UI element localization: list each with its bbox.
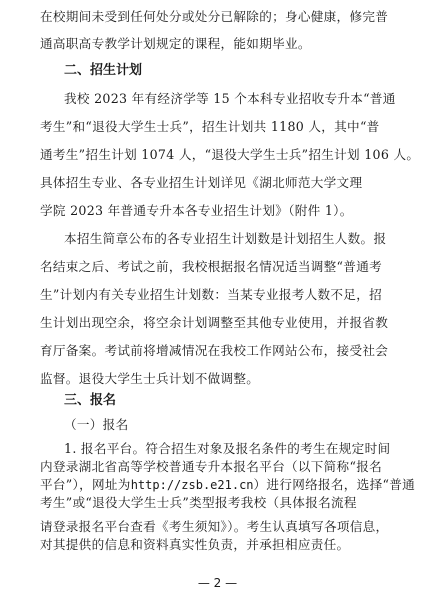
body-text-line: 生”计划内有关专业招生计划数：当某专业报考人数不足，招 (40, 287, 382, 302)
body-text-line: 请登录报名平台查看《考生须知》）。考生认真填写各项信息， (40, 519, 389, 534)
body-text-line: 监督。退役大学生士兵计划不做调整。 (40, 371, 260, 386)
body-text-line: 生计划出现空余，将空余计划调整至其他专业使用，并报省教 (40, 315, 389, 330)
body-text-fragment: ）进行网络报名，选择“普通 (253, 477, 415, 492)
body-text-line: 我校 2023 年有经济学等 15 个本科专业招收专升本“普通 (64, 91, 396, 106)
body-text-line: 1. 报名平台。符合招生对象及报名条件的考生在规定时间 (64, 441, 391, 456)
body-text-line: 考生”或“退役大学生士兵”类型报考我校（具体报名流程 (40, 495, 357, 510)
body-text-line: 通高职高专教学计划规定的课程，能如期毕业。 (40, 36, 311, 51)
body-text-line: 具体招生专业、各专业招生计划详见《湖北师范大学文理 (40, 175, 363, 190)
body-text-line: 内登录湖北省高等学校普通专升本报名平台（以下简称“报名 (40, 459, 382, 474)
section-heading-registration: 三、报名 (64, 393, 117, 408)
body-text-line: 考生”和“退役大学生士兵”，招生计划共 1180 人，其中“普 (40, 119, 380, 134)
page-number: — 2 — (197, 576, 238, 590)
body-text-line (40, 476, 415, 494)
subsection-heading-registration: （一）报名 (64, 417, 129, 432)
body-text-line: 学院 2023 年普通专升本各专业招生计划》（附件 1）。 (40, 203, 353, 218)
body-text-line: 对其提供的信息和资料真实性负责，并承担相应责任。 (40, 537, 350, 552)
body-text-line: 通考生”招生计划 1074 人，“退役大学生士兵”招生计划 106 人。 (40, 147, 420, 162)
section-heading-enrollment-plan: 二、招生计划 (64, 63, 143, 78)
website-url: http://zsb.e21.cn (130, 478, 254, 492)
body-text-line: 名结束之后、考试之前，我校根据报名情况适当调整“普通考 (40, 259, 382, 274)
body-text-line: 育厅备案。考试前将增减情况在我校工作网站公布，接受社会 (40, 343, 389, 358)
body-text-fragment: 平台”），网址为 (40, 477, 131, 492)
body-text-line: 本招生简章公布的各专业招生计划数是计划招生人数。报 (64, 231, 387, 246)
body-text-line: 在校期间未受到任何处分或处分已解除的；身心健康，修完普 (40, 9, 389, 24)
